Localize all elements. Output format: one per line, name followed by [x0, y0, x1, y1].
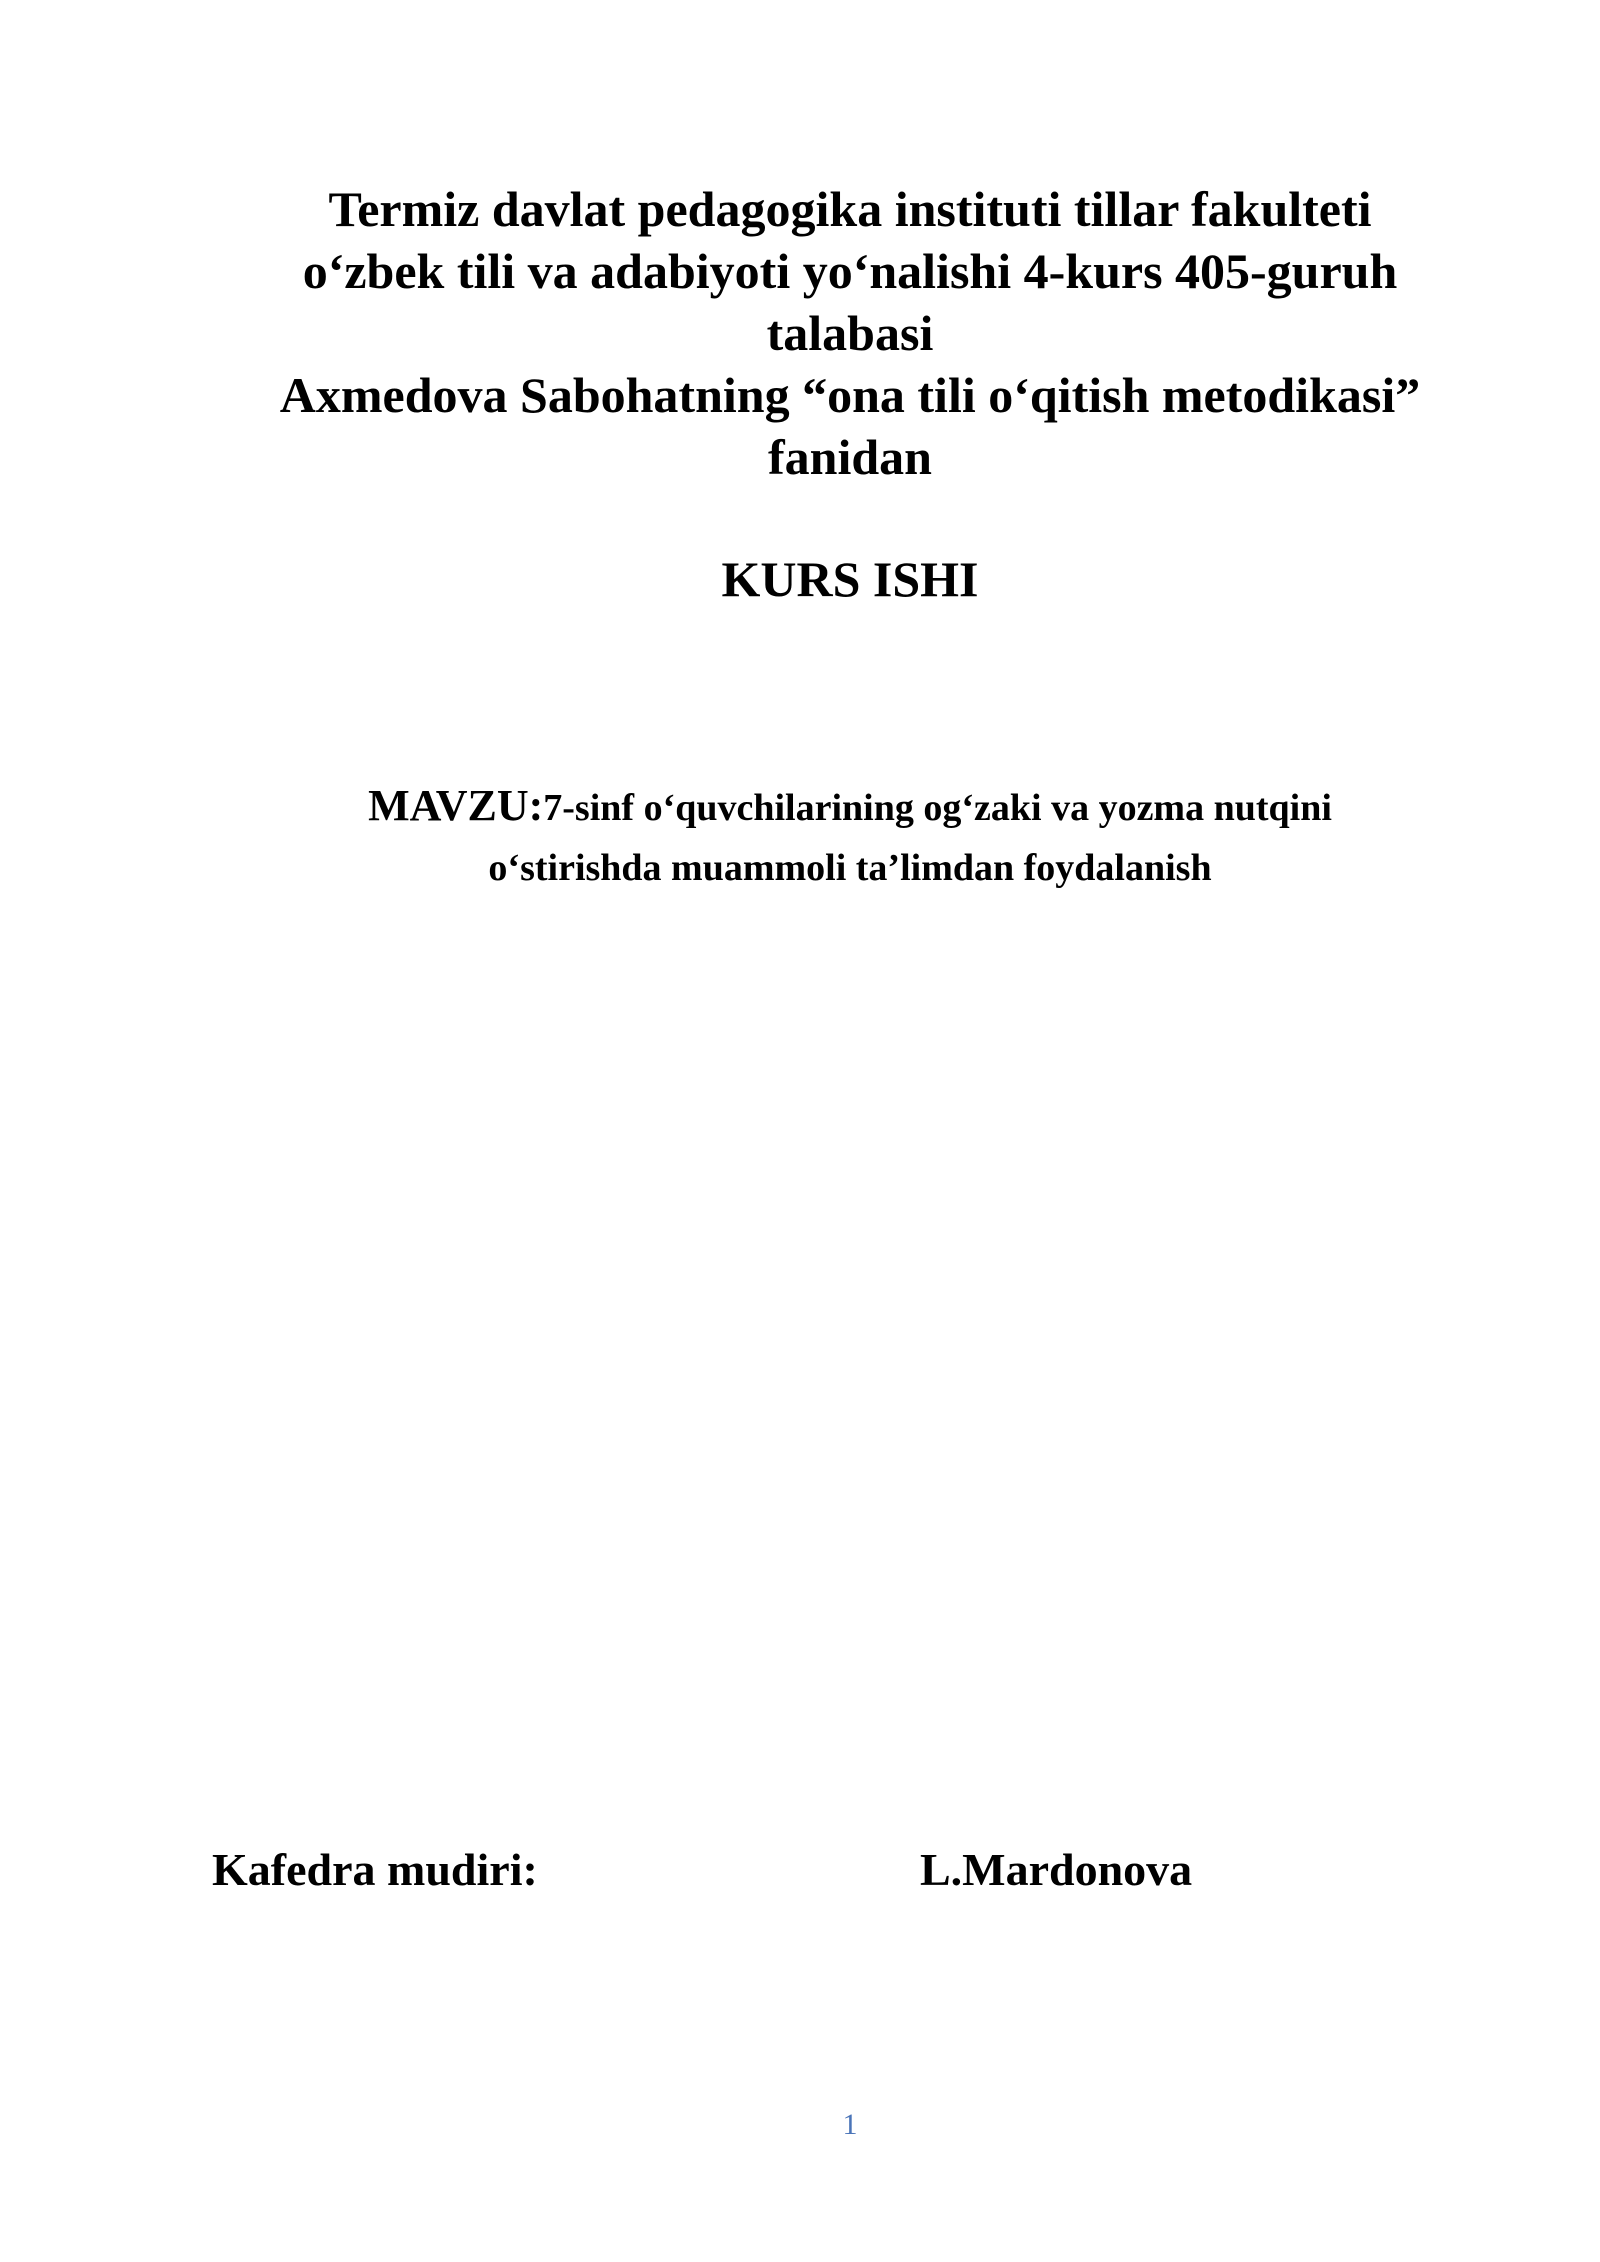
topic-text-line-2: o‘stirishda muammoli ta’limdan foydalanish: [488, 847, 1212, 889]
header-line-2: o‘zbek tili va adabiyoti yo‘nalishi 4-kurs 405-guruh: [302, 243, 1398, 299]
header-line-4: Axmedova Sabohatning “ona tili o‘qitish metodikasi”: [279, 367, 1421, 423]
header-line-5: fanidan: [768, 429, 932, 485]
header-line-1: Termiz davlat pedagogika instituti tillar fakulteti: [328, 181, 1372, 237]
signature-label: Kafedra mudiri:: [212, 1844, 538, 1895]
signature-name: L.Mardonova: [920, 1844, 1193, 1895]
topic-text-line-1: 7-sinf o‘quvchilarining og‘zaki va yozma nutqini: [543, 787, 1332, 829]
topic-line-1: [200, 780, 1500, 842]
topic-label: MAVZU:: [368, 781, 544, 830]
header-line-3: talabasi: [766, 305, 934, 361]
document-type-heading: KURS ISHI: [721, 551, 979, 607]
topic-block: [200, 780, 1500, 894]
title-header: [200, 178, 1500, 488]
page-number: 1: [842, 2108, 858, 2141]
